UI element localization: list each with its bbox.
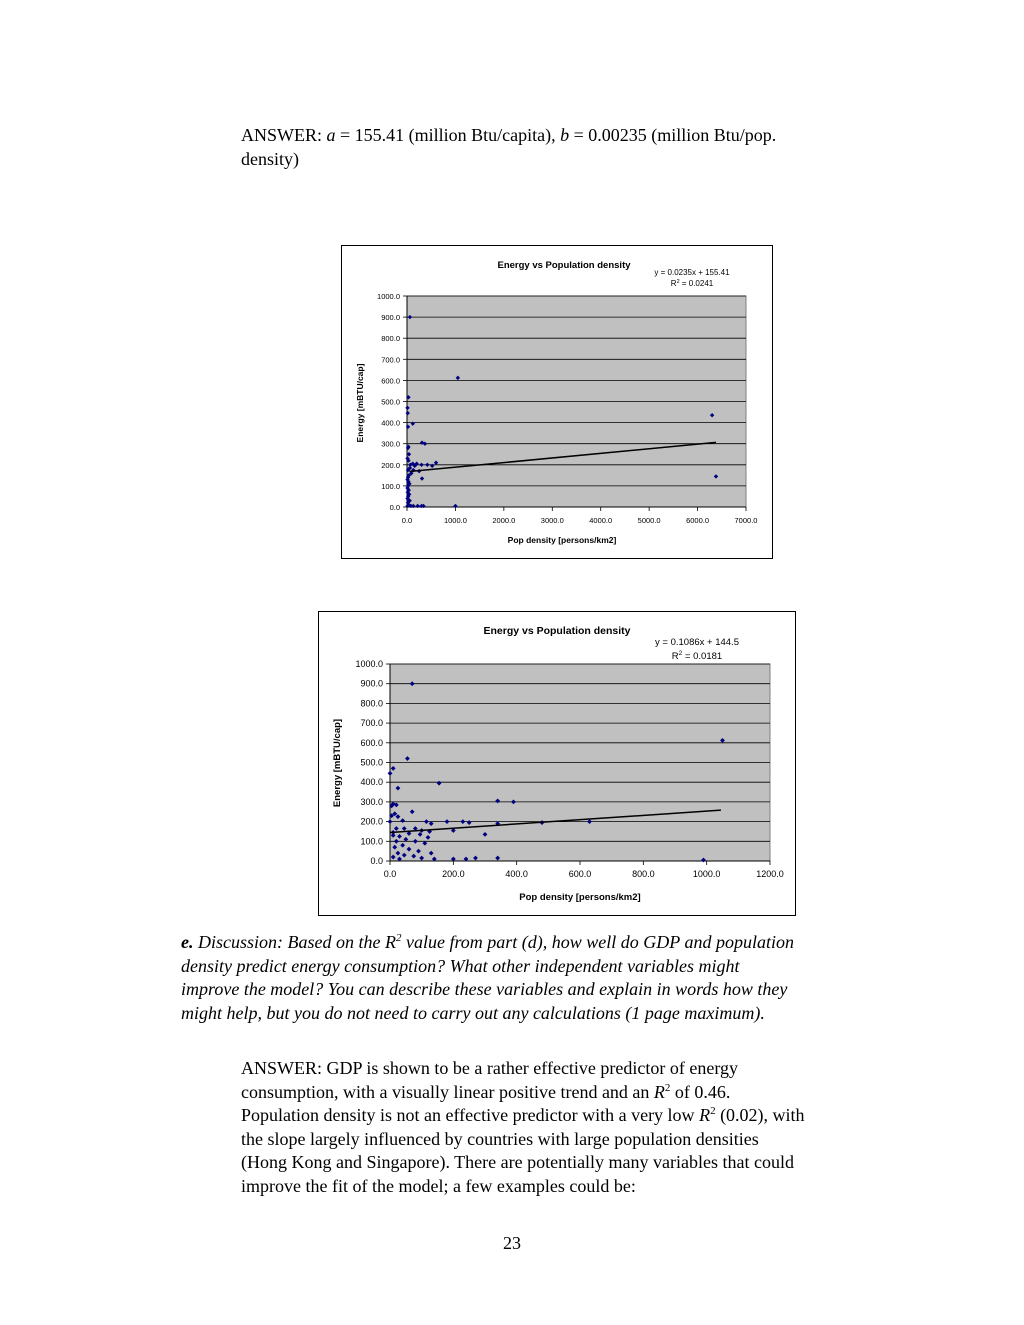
x-axis-label: Pop density [persons/km2] [519, 892, 641, 903]
x-tick-label: 0.0 [383, 869, 397, 879]
answer2-sup: 2 [664, 1081, 671, 1094]
r-squared-label: R [670, 279, 677, 288]
answer2-line6: improve the fit of the model; a few examples could be: [241, 1175, 636, 1196]
x-tick-label: 4000.0 [589, 516, 613, 525]
r-squared-label: R [671, 651, 679, 662]
question-letter: e. [181, 932, 194, 952]
y-tick-label: 400.0 [360, 777, 383, 788]
answer2-line3b: (0.02), with [715, 1105, 805, 1125]
answer-a-b-line2: density) [241, 148, 299, 169]
y-tick-label: 100.0 [381, 481, 400, 491]
x-tick-label: 5000.0 [637, 516, 661, 525]
y-tick-label: 700.0 [381, 355, 400, 365]
chart-title: Energy vs Population density [483, 625, 631, 637]
page-number: 23 [503, 1233, 521, 1253]
r-squared [671, 279, 714, 288]
question-text-1a: Discussion: Based on the R [193, 932, 396, 952]
answer2-line2a: consumption, with a visually linear positive trend and an [241, 1081, 654, 1102]
question-e [181, 931, 794, 1025]
answer2-line3a: Population density is not an effective predictor with a very low [241, 1105, 700, 1125]
y-tick-label: 900.0 [381, 313, 400, 323]
r-squared-sup: 2 [678, 650, 683, 657]
y-tick-label: 500.0 [381, 397, 400, 407]
var-b: b [560, 125, 570, 145]
question-text-4: might help, but you do not need to carry out any calculations (1 page maximum). [181, 1002, 765, 1023]
y-tick-label: 0.0 [389, 503, 400, 512]
question-sup: 2 [395, 932, 402, 944]
y-tick-label: 400.0 [381, 418, 400, 428]
answer2-line2b: of 0.46. [670, 1081, 731, 1102]
y-tick-label: 1000.0 [355, 659, 383, 669]
chart-1-svg [342, 246, 772, 558]
answer2-line4: the slope largely influenced by countries with large population densities [241, 1128, 759, 1149]
y-tick-label: 100.0 [360, 836, 383, 847]
answer-discussion [241, 1057, 805, 1198]
answer2-line1: ANSWER: GDP is shown to be a rather effective predictor of energy [241, 1058, 739, 1078]
x-tick-label: 2000.0 [492, 516, 516, 525]
answer-label: ANSWER: [241, 125, 322, 145]
x-tick-label: 3000.0 [540, 516, 564, 525]
question-text-2: density predict energy consumption? What other independent variables might [181, 955, 740, 976]
x-tick-label: 1000.0 [443, 516, 467, 525]
x-tick-label: 600.0 [568, 869, 592, 879]
chart-1 [341, 245, 773, 559]
chart-2 [318, 611, 796, 916]
r-squared-value: = 0.0181 [682, 651, 723, 662]
x-tick-label: 1000.0 [692, 869, 721, 879]
x-tick-label: 6000.0 [686, 516, 710, 525]
answer2-r-2: R [699, 1105, 711, 1125]
y-tick-label: 300.0 [360, 796, 383, 807]
var-a: a [326, 125, 336, 145]
x-tick-label: 0.0 [401, 516, 413, 525]
y-axis-label: Energy [mBTU/cap] [332, 718, 343, 808]
answer2-line5: (Hong Kong and Singapore). There are potentially many variables that could [241, 1152, 794, 1172]
trend-equation: y = 0.0235x + 155.41 [654, 268, 730, 277]
y-axis-label: Energy [mBTU/cap] [355, 363, 365, 443]
x-tick-label: 200.0 [442, 869, 465, 879]
trend-equation: y = 0.1086x + 144.5 [655, 637, 739, 648]
answer2-r: R [653, 1081, 665, 1102]
x-tick-label: 400.0 [505, 869, 528, 879]
x-tick-label: 800.0 [632, 869, 655, 879]
y-tick-label: 200.0 [381, 460, 400, 470]
y-tick-label: 300.0 [381, 439, 400, 449]
y-tick-label: 600.0 [360, 737, 383, 748]
b-value-text: = 0.00235 (million Btu/pop. [569, 125, 777, 145]
y-tick-label: 800.0 [360, 698, 383, 709]
chart-2-svg [319, 612, 795, 915]
r-squared-value: = 0.0241 [679, 279, 714, 288]
y-tick-label: 800.0 [381, 334, 400, 344]
question-text-3: improve the model? You can describe these variables and explain in words how they [181, 979, 788, 999]
chart-title: Energy vs Population density [497, 260, 631, 271]
y-tick-label: 700.0 [360, 718, 383, 729]
y-tick-label: 600.0 [381, 376, 400, 386]
y-tick-label: 1000.0 [377, 292, 400, 301]
y-tick-label: 200.0 [360, 816, 383, 827]
r-squared [672, 650, 722, 662]
y-tick-label: 0.0 [370, 856, 383, 866]
answer-a-b [241, 124, 776, 171]
answer2-sup-2: 2 [710, 1105, 716, 1117]
question-text-1b: value from part (d), how well do GDP and population [401, 932, 794, 952]
r-squared-sup: 2 [676, 279, 680, 285]
x-tick-label: 1200.0 [756, 869, 784, 879]
x-axis-label: Pop density [persons/km2] [507, 535, 617, 545]
y-tick-label: 900.0 [360, 678, 383, 689]
y-tick-label: 500.0 [360, 757, 383, 768]
x-tick-label: 7000.0 [734, 516, 758, 525]
a-value-text: = 155.41 (million Btu/capita), [335, 125, 561, 145]
